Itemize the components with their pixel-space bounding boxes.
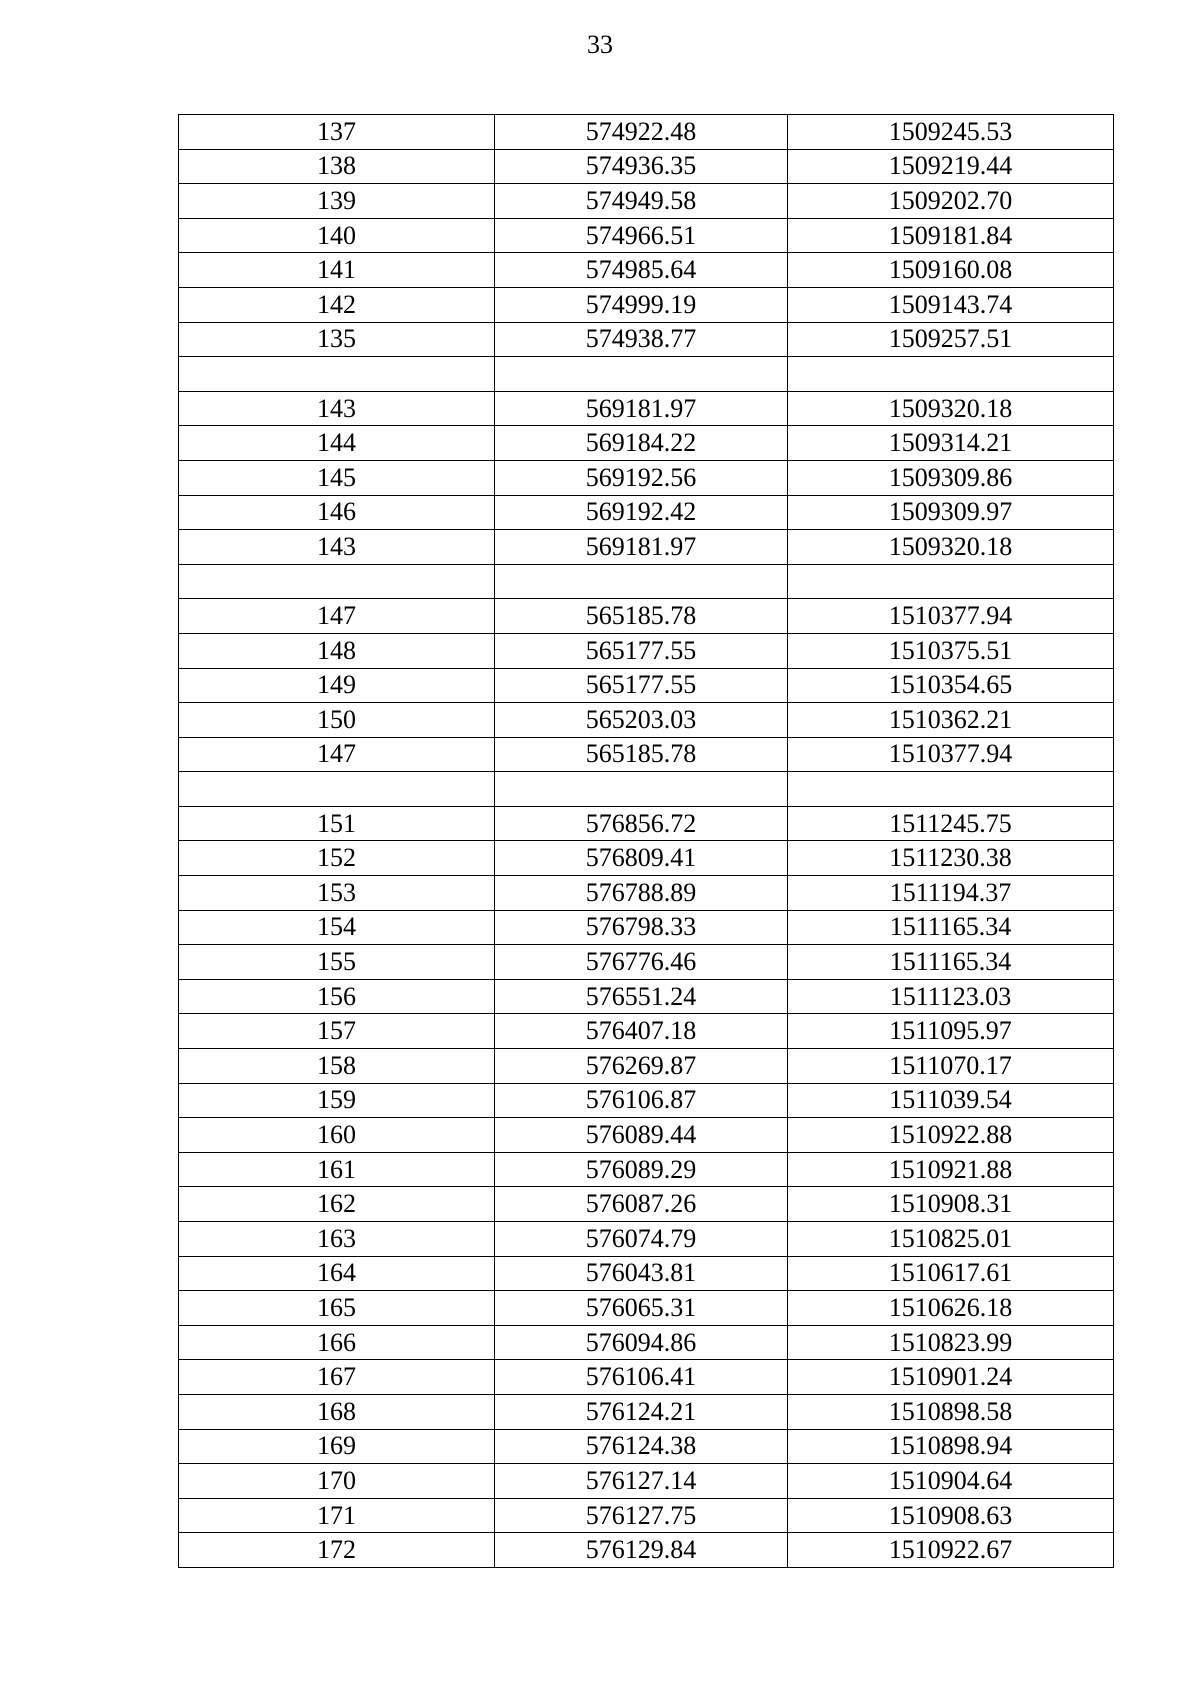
table-row	[179, 218, 1114, 253]
table-row	[179, 876, 1114, 911]
y-coordinate-cell: 1511194.37	[788, 876, 1114, 911]
y-coordinate-cell: 1511245.75	[788, 806, 1114, 841]
y-coordinate-cell: 1511165.34	[788, 910, 1114, 945]
y-coordinate-cell: 1510898.58	[788, 1394, 1114, 1429]
point-number-cell: 165	[179, 1291, 495, 1326]
y-coordinate-cell: 1509309.86	[788, 460, 1114, 495]
y-coordinate-cell: 1510908.31	[788, 1187, 1114, 1222]
point-number-cell: 151	[179, 806, 495, 841]
table-row	[179, 391, 1114, 426]
y-coordinate-cell: 1510362.21	[788, 703, 1114, 738]
table-row	[179, 1360, 1114, 1395]
coordinates-table	[178, 114, 1114, 1568]
x-coordinate-cell: 565185.78	[495, 599, 788, 634]
table-row	[179, 772, 1114, 807]
y-coordinate-cell: 1509219.44	[788, 149, 1114, 184]
table-row	[179, 426, 1114, 461]
y-coordinate-cell: 1510377.94	[788, 737, 1114, 772]
table-row	[179, 945, 1114, 980]
y-coordinate-cell: 1510377.94	[788, 599, 1114, 634]
y-coordinate-cell: 1509320.18	[788, 391, 1114, 426]
table-row	[179, 530, 1114, 565]
point-number-cell: 148	[179, 633, 495, 668]
table-row	[179, 1256, 1114, 1291]
table-row	[179, 253, 1114, 288]
table-row	[179, 564, 1114, 599]
table-row	[179, 806, 1114, 841]
table-row	[179, 184, 1114, 219]
point-number-cell: 155	[179, 945, 495, 980]
point-number-cell: 158	[179, 1049, 495, 1084]
point-number-cell: 140	[179, 218, 495, 253]
x-coordinate-cell: 565185.78	[495, 737, 788, 772]
x-coordinate-cell: 576089.29	[495, 1152, 788, 1187]
x-coordinate-cell: 576269.87	[495, 1049, 788, 1084]
y-coordinate-cell: 1511165.34	[788, 945, 1114, 980]
table-row	[179, 115, 1114, 150]
x-coordinate-cell: 576074.79	[495, 1222, 788, 1257]
x-coordinate-cell: 576856.72	[495, 806, 788, 841]
x-coordinate-cell: 576043.81	[495, 1256, 788, 1291]
x-coordinate-cell: 574949.58	[495, 184, 788, 219]
x-coordinate-cell: 565177.55	[495, 668, 788, 703]
table-row	[179, 979, 1114, 1014]
table-row	[179, 599, 1114, 634]
y-coordinate-cell	[788, 772, 1114, 807]
point-number-cell: 167	[179, 1360, 495, 1395]
y-coordinate-cell: 1509245.53	[788, 115, 1114, 150]
x-coordinate-cell: 576089.44	[495, 1118, 788, 1153]
point-number-cell: 154	[179, 910, 495, 945]
point-number-cell: 172	[179, 1533, 495, 1568]
x-coordinate-cell: 576087.26	[495, 1187, 788, 1222]
point-number-cell: 160	[179, 1118, 495, 1153]
x-coordinate-cell	[495, 357, 788, 392]
y-coordinate-cell: 1509314.21	[788, 426, 1114, 461]
x-coordinate-cell: 569192.42	[495, 495, 788, 530]
page-number: 33	[587, 30, 613, 59]
table-row	[179, 1118, 1114, 1153]
table-row	[179, 1498, 1114, 1533]
coordinates-table-body	[179, 115, 1114, 1568]
point-number-cell: 163	[179, 1222, 495, 1257]
table-row	[179, 1325, 1114, 1360]
point-number-cell: 147	[179, 737, 495, 772]
x-coordinate-cell: 569184.22	[495, 426, 788, 461]
x-coordinate-cell: 569192.56	[495, 460, 788, 495]
point-number-cell: 145	[179, 460, 495, 495]
point-number-cell: 142	[179, 287, 495, 322]
table-row	[179, 1187, 1114, 1222]
y-coordinate-cell	[788, 357, 1114, 392]
x-coordinate-cell: 576788.89	[495, 876, 788, 911]
x-coordinate-cell: 574922.48	[495, 115, 788, 150]
y-coordinate-cell: 1510626.18	[788, 1291, 1114, 1326]
y-coordinate-cell: 1510922.67	[788, 1533, 1114, 1568]
point-number-cell	[179, 772, 495, 807]
table-row	[179, 495, 1114, 530]
x-coordinate-cell	[495, 772, 788, 807]
point-number-cell: 161	[179, 1152, 495, 1187]
y-coordinate-cell	[788, 564, 1114, 599]
point-number-cell: 144	[179, 426, 495, 461]
y-coordinate-cell: 1509202.70	[788, 184, 1114, 219]
table-row	[179, 703, 1114, 738]
x-coordinate-cell: 576124.21	[495, 1394, 788, 1429]
y-coordinate-cell: 1510922.88	[788, 1118, 1114, 1153]
table-row	[179, 1049, 1114, 1084]
y-coordinate-cell: 1510908.63	[788, 1498, 1114, 1533]
y-coordinate-cell: 1509257.51	[788, 322, 1114, 357]
table-row	[179, 1152, 1114, 1187]
table-row	[179, 1464, 1114, 1499]
x-coordinate-cell: 576106.41	[495, 1360, 788, 1395]
point-number-cell: 152	[179, 841, 495, 876]
table-row	[179, 149, 1114, 184]
table-row	[179, 1291, 1114, 1326]
x-coordinate-cell: 576106.87	[495, 1083, 788, 1118]
x-coordinate-cell: 576127.75	[495, 1498, 788, 1533]
table-row	[179, 737, 1114, 772]
table-row	[179, 633, 1114, 668]
y-coordinate-cell: 1510825.01	[788, 1222, 1114, 1257]
x-coordinate-cell: 574936.35	[495, 149, 788, 184]
y-coordinate-cell: 1509181.84	[788, 218, 1114, 253]
point-number-cell: 156	[179, 979, 495, 1014]
point-number-cell: 149	[179, 668, 495, 703]
x-coordinate-cell: 569181.97	[495, 391, 788, 426]
point-number-cell: 138	[179, 149, 495, 184]
x-coordinate-cell: 576809.41	[495, 841, 788, 876]
point-number-cell: 162	[179, 1187, 495, 1222]
point-number-cell: 153	[179, 876, 495, 911]
y-coordinate-cell: 1509309.97	[788, 495, 1114, 530]
table-row	[179, 460, 1114, 495]
y-coordinate-cell: 1509160.08	[788, 253, 1114, 288]
y-coordinate-cell: 1510375.51	[788, 633, 1114, 668]
table-row	[179, 322, 1114, 357]
x-coordinate-cell: 576094.86	[495, 1325, 788, 1360]
table-row	[179, 668, 1114, 703]
point-number-cell: 147	[179, 599, 495, 634]
y-coordinate-cell: 1510904.64	[788, 1464, 1114, 1499]
x-coordinate-cell: 576776.46	[495, 945, 788, 980]
y-coordinate-cell: 1511070.17	[788, 1049, 1114, 1084]
x-coordinate-cell: 574938.77	[495, 322, 788, 357]
table-row	[179, 1083, 1114, 1118]
x-coordinate-cell: 565203.03	[495, 703, 788, 738]
x-coordinate-cell: 576127.14	[495, 1464, 788, 1499]
y-coordinate-cell: 1510921.88	[788, 1152, 1114, 1187]
y-coordinate-cell: 1510901.24	[788, 1360, 1114, 1395]
y-coordinate-cell: 1511095.97	[788, 1014, 1114, 1049]
x-coordinate-cell: 576407.18	[495, 1014, 788, 1049]
table-row	[179, 357, 1114, 392]
x-coordinate-cell: 574999.19	[495, 287, 788, 322]
point-number-cell: 171	[179, 1498, 495, 1533]
x-coordinate-cell: 565177.55	[495, 633, 788, 668]
point-number-cell: 170	[179, 1464, 495, 1499]
y-coordinate-cell: 1511230.38	[788, 841, 1114, 876]
point-number-cell	[179, 564, 495, 599]
point-number-cell: 150	[179, 703, 495, 738]
x-coordinate-cell: 576124.38	[495, 1429, 788, 1464]
x-coordinate-cell: 576065.31	[495, 1291, 788, 1326]
point-number-cell: 168	[179, 1394, 495, 1429]
point-number-cell: 135	[179, 322, 495, 357]
point-number-cell: 143	[179, 391, 495, 426]
y-coordinate-cell: 1510823.99	[788, 1325, 1114, 1360]
point-number-cell: 157	[179, 1014, 495, 1049]
table-row	[179, 1394, 1114, 1429]
point-number-cell: 169	[179, 1429, 495, 1464]
y-coordinate-cell: 1511123.03	[788, 979, 1114, 1014]
table-row	[179, 910, 1114, 945]
y-coordinate-cell: 1511039.54	[788, 1083, 1114, 1118]
point-number-cell	[179, 357, 495, 392]
point-number-cell: 141	[179, 253, 495, 288]
point-number-cell: 143	[179, 530, 495, 565]
y-coordinate-cell: 1509143.74	[788, 287, 1114, 322]
point-number-cell: 164	[179, 1256, 495, 1291]
table-row	[179, 1429, 1114, 1464]
x-coordinate-cell	[495, 564, 788, 599]
table-row	[179, 1533, 1114, 1568]
point-number-cell: 137	[179, 115, 495, 150]
x-coordinate-cell: 574985.64	[495, 253, 788, 288]
point-number-cell: 139	[179, 184, 495, 219]
x-coordinate-cell: 576798.33	[495, 910, 788, 945]
table-row	[179, 287, 1114, 322]
point-number-cell: 146	[179, 495, 495, 530]
y-coordinate-cell: 1510354.65	[788, 668, 1114, 703]
x-coordinate-cell: 569181.97	[495, 530, 788, 565]
y-coordinate-cell: 1510898.94	[788, 1429, 1114, 1464]
table-row	[179, 1014, 1114, 1049]
table-row	[179, 841, 1114, 876]
point-number-cell: 166	[179, 1325, 495, 1360]
table-row	[179, 1222, 1114, 1257]
x-coordinate-cell: 576551.24	[495, 979, 788, 1014]
x-coordinate-cell: 574966.51	[495, 218, 788, 253]
y-coordinate-cell: 1510617.61	[788, 1256, 1114, 1291]
y-coordinate-cell: 1509320.18	[788, 530, 1114, 565]
x-coordinate-cell: 576129.84	[495, 1533, 788, 1568]
point-number-cell: 159	[179, 1083, 495, 1118]
